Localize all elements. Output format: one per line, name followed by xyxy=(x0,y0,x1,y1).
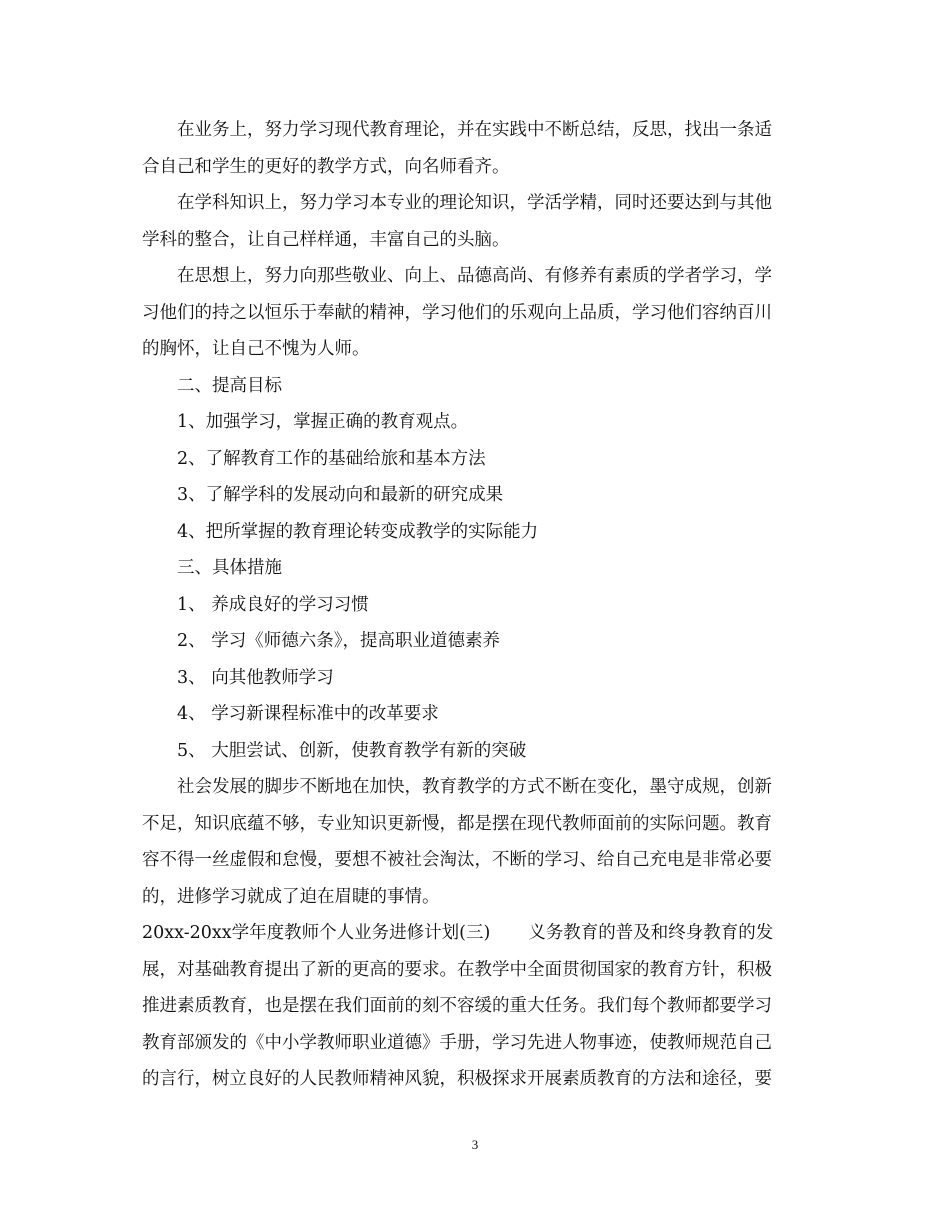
text-line: 习他们的持之以恒乐于奉献的精神，学习他们的乐观向上品质，学习他们容纳百川 xyxy=(142,302,772,323)
text-line: 在学科知识上，努力学习本专业的理论知识，学活学精，同时还要达到与其他 xyxy=(177,193,772,213)
text-line: 容不得一丝虚假和怠慢，要想不被社会淘汰，不断的学习、给自己充电是非常必要 xyxy=(142,850,772,870)
section-heading-line xyxy=(142,915,814,952)
text-line: 合自己和学生的更好的教学方式，向名师看齐。 xyxy=(142,156,510,177)
list-item: 2、 学习《师德六条》，提高职业道德素养 xyxy=(177,631,500,651)
text-line: 的，进修学习就成了迫在眉睫的事情。 xyxy=(142,886,440,907)
text-line: 社会发展的脚步不断地在加快，教育教学的方式不断在变化，墨守成规，创新 xyxy=(177,777,772,797)
text-line: 推进素质教育，也是摆在我们面前的刻不容缓的重大任务。我们每个教师都要学习 xyxy=(142,996,772,1016)
text-line: 在业务上，努力学习现代教育理论，并在实践中不断总结，反思，找出一条适 xyxy=(177,120,772,140)
text-line: 不足，知识底蕴不够，专业知识更新慢，都是摆在现代教师面前的实际问题。教育 xyxy=(142,813,772,834)
section-heading: 20xx-20xx学年度教师个人业务进修计划(三) xyxy=(142,923,491,943)
list-item: 3、了解学科的发展动向和最新的研究成果 xyxy=(177,485,504,505)
section-first-line: 义务教育的普及和终身教育的发 xyxy=(528,923,774,943)
page-number: 3 xyxy=(471,1137,479,1152)
text-line: 在思想上，努力向那些敬业、向上、品德高尚、有修养有素质的学者学习，学 xyxy=(177,266,772,286)
list-item: 4、把所掌握的教育理论转变成教学的实际能力 xyxy=(177,521,539,542)
list-item: 5、 大胆尝试、创新，使教育教学有新的突破 xyxy=(177,740,527,761)
list-item: 4、 学习新课程标准中的改革要求 xyxy=(177,704,439,724)
list-item: 1、加强学习，掌握正确的教育观点。 xyxy=(177,412,469,432)
text-line: 的胸怀，让自己不愧为人师。 xyxy=(142,339,370,359)
document-body xyxy=(142,112,814,1098)
list-item: 1、 养成良好的学习习惯 xyxy=(177,594,369,615)
list-item: 2、了解教育工作的基础给旅和基本方法 xyxy=(177,448,486,469)
text-line: 学科的整合，让自己样样通，丰富自己的头脑。 xyxy=(142,229,510,250)
text-line: 展，对基础教育提出了新的更高的要求。在教学中全面贯彻国家的教育方针，积极 xyxy=(142,959,772,980)
text-line: 的言行，树立良好的人民教师精神风貌，积极探求开展素质教育的方法和途径，要 xyxy=(142,1069,772,1089)
text-line: 教育部颁发的《中小学教师职业道德》手册，学习先进人物事迹，使教师规范自己 xyxy=(142,1032,772,1053)
section-heading-measures: 三、具体措施 xyxy=(177,558,282,578)
list-item: 3、 向其他教师学习 xyxy=(177,667,334,688)
section-heading-goals: 二、提高目标 xyxy=(177,375,282,396)
